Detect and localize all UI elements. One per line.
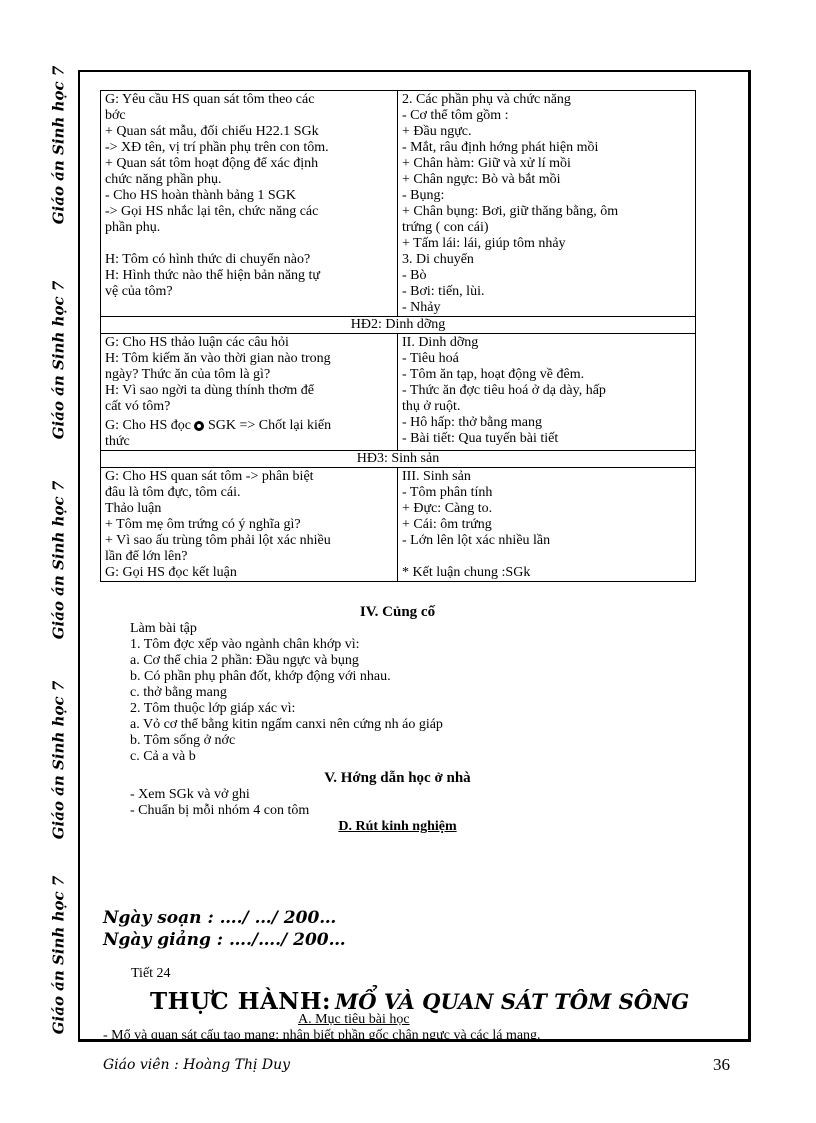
text-line: - Cơ thể tôm gồm : [402,108,509,123]
text-line: lần để lớn lên? [105,549,188,564]
text-line: G: Cho HS thảo luận các câu hỏi [105,335,289,350]
lesson-number: Tiết 24 [131,966,171,981]
text-line: 3. Di chuyển [402,252,474,267]
text-line: - Tôm ăn tạp, hoạt động về đêm. [402,367,585,382]
blank-line [105,236,393,252]
text-line: + Chân ngực: Bò và bắt mồi [402,172,561,187]
text-line: + Chân hàm: Giữ và xử lí mồi [402,156,571,171]
text-line: + Quan sát mẫu, đối chiếu H22.1 SGk [105,124,319,139]
text-line: - Cho HS hoàn thành bảng 1 SGK [105,188,296,203]
teacher-activity-cell [101,91,398,317]
text-line: - Xem SGk và vở ghi [130,787,250,802]
lesson-title [150,988,689,1015]
side-label: Giáo án Sinh học 7 [49,65,68,225]
text-line: + Tấm lái: lái, giúp tôm nhảy [402,236,566,251]
text-line: a. Cơ thể chia 2 phần: Đầu ngực và bụng [130,653,359,668]
teacher-activity-cell [101,468,398,582]
text-line: - Tôm phân tính [402,485,493,500]
teacher-name: Giáo viên : Hoàng Thị Duy [103,1057,291,1073]
content-cell [398,468,696,582]
text-line: + Cái: ôm trứng [402,517,492,532]
text-line: III. Sinh sản [402,469,471,484]
lesson-table [100,90,696,582]
text-line: a. Vỏ cơ thể bằng kitin ngấm canxi nên cứng nh áo giáp [130,717,443,732]
text-line: vệ của tôm? [105,284,173,299]
text-line: H: Tôm kiếm ăn vào thời gian nào trong [105,351,331,366]
text-line: II. Dinh dỡng [402,335,479,350]
text-line: + Quan sát tôm hoạt động để xác định [105,156,319,171]
text-line: ngày? Thức ăn của tôm là gì? [105,367,271,382]
table-row [101,451,696,468]
text-line: H: Hình thức nào thể hiện bản năng tự [105,268,321,283]
text-line: G: Gọi HS đọc kết luận [105,565,237,580]
text-line: thức [105,434,130,449]
homework-list [130,787,695,819]
text-line: - Hô hấp: thở bằng mang [402,415,542,430]
text-line: G: Cho HS quan sát tôm -> phân biệt [105,469,314,484]
side-label: Giáo án Sinh học 7 [49,480,68,640]
table-row [101,468,696,582]
side-label: Giáo án Sinh học 7 [49,280,68,440]
text-line: + Vì sao ấu trùng tôm phải lột xác nhiều [105,533,331,548]
prep-date: Ngày soạn : …./ …/ 200… [103,908,337,928]
table-row [101,334,696,451]
text-line: - Mắt, râu định hớng phát hiện mồi [402,140,599,155]
text-line: chức năng phần phụ. [105,172,222,187]
text-fragment: G: Cho HS đọc [105,418,191,433]
text-line: phần phụ. [105,220,161,235]
side-label: Giáo án Sinh học 7 [49,875,68,1035]
text-line: - Bụng: [402,188,445,203]
text-line: bớc [105,108,126,123]
dates-block [103,907,346,951]
text-line: trứng ( con cái) [402,220,489,235]
teach-date: Ngày giảng : …./…./ 200… [103,930,346,950]
text-line [105,418,393,434]
text-line: 1. Tôm đợc xếp vào ngành chân khớp vì: [130,637,360,652]
text-line: - Nhảy [402,300,441,315]
objective-line: - Mổ và quan sát cấu tạo mang: nhận biết phần gốc chân ngực và các lá mang. [103,1028,541,1043]
text-line: + Đực: Càng to. [402,501,493,516]
text-line: - Chuẩn bị mỗi nhóm 4 con tôm [130,803,310,818]
page-number: 36 [713,1055,730,1074]
exercise-list [130,621,695,765]
text-line: 2. Các phần phụ và chức năng [402,92,571,107]
text-line: c. thở bằng mang [130,685,227,700]
text-line: b. Tôm sống ở nớc [130,733,236,748]
text-line: + Đầu ngực. [402,124,472,139]
text-line: - Bơi: tiến, lùi. [402,284,485,299]
side-label: Giáo án Sinh học 7 [49,680,68,840]
lesson-title-name: MỔ VÀ QUAN SÁT TÔM SÔNG [335,989,690,1014]
text-line: thụ ở ruột. [402,399,461,414]
text-line: -> XĐ tên, vị trí phần phụ trên con tôm. [105,140,329,155]
text-line: 2. Tôm thuộc lớp giáp xác vì: [130,701,296,716]
bullet-icon [194,421,204,431]
text-line: * Kết luận chung :SGk [402,565,531,580]
text-line: Làm bài tập [130,621,197,636]
text-line: -> Gọi HS nhắc lại tên, chức năng các [105,204,319,219]
blank-line [402,549,691,565]
teacher-activity-cell [101,334,398,451]
text-line: cất vó tôm? [105,399,171,414]
text-line: H: Tôm có hình thức di chuyển nào? [105,252,311,267]
content-cell [398,91,696,317]
text-fragment: SGK => Chốt lại kiến [207,418,332,433]
text-line: - Bài tiết: Qua tuyến bài tiết [402,431,559,446]
homework-section [100,770,695,835]
activity-heading: HĐ3: Sinh sản [101,451,696,468]
text-line: đâu là tôm đực, tôm cái. [105,485,241,500]
text-line: G: Yêu cầu HS quan sát tôm theo các [105,92,315,107]
content-cell [398,334,696,451]
section-title: V. Hớng dẫn học ở nhà [324,770,471,786]
text-line: - Thức ăn đợc tiêu hoá ở dạ dày, hấp [402,383,606,398]
table-row [101,317,696,334]
section-title: IV. Củng cố [359,604,436,620]
text-line: H: Vì sao ngời ta dùng thính thơm để [105,383,314,398]
text-line: + Tôm mẹ ôm trứng có ý nghĩa gì? [105,517,301,532]
table-row [101,91,696,317]
text-line: - Tiêu hoá [402,351,459,366]
text-line: - Lớn lên lột xác nhiều lần [402,533,551,548]
activity-heading: HĐ2: Dinh dỡng [101,317,696,334]
text-line: Thảo luận [105,501,162,516]
lesson-title-prefix: THỰC HÀNH: [150,988,332,1015]
experience-heading: D. Rút kinh nghiệm [338,819,457,834]
text-line: b. Có phần phụ phân đốt, khớp động với nhau. [130,669,391,684]
text-line: + Chân bụng: Bơi, giữ thăng bằng, ôm [402,204,619,219]
text-line: c. Cả a và b [130,749,196,764]
consolidation-section [100,604,695,765]
objectives-heading: A. Mục tiêu bài học [298,1012,410,1027]
text-line: - Bò [402,268,427,283]
